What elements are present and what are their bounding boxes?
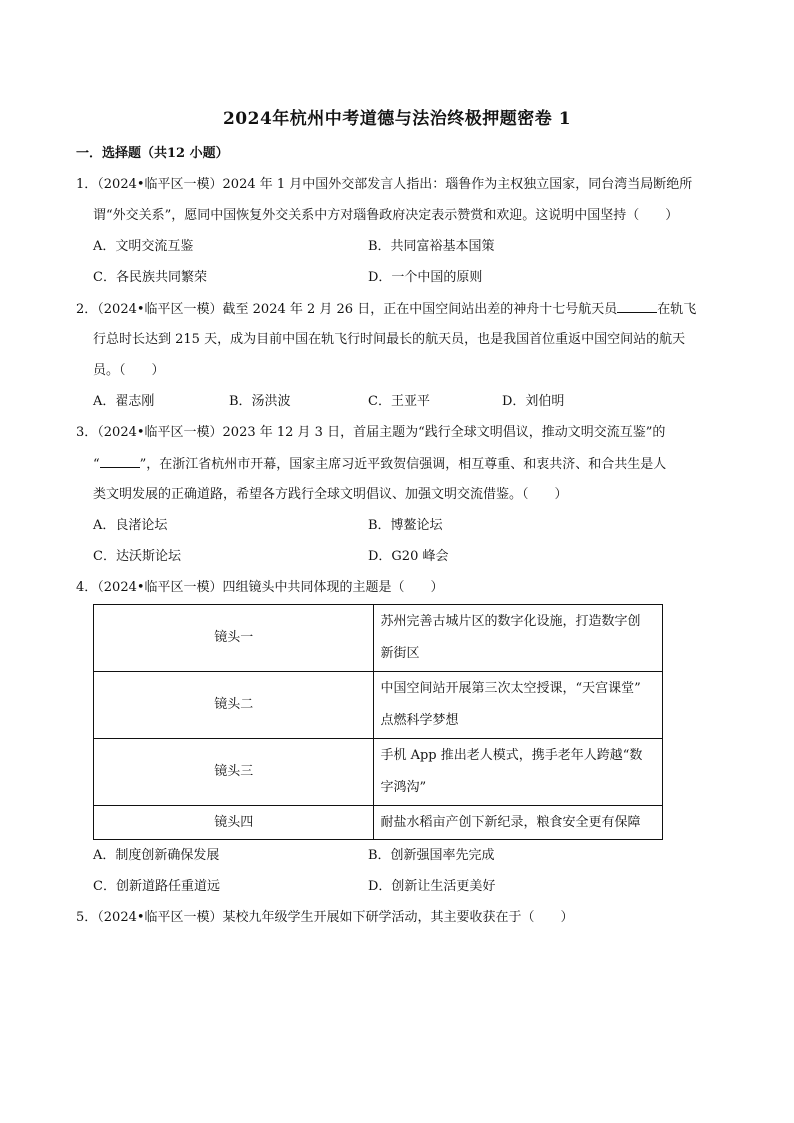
question-3-stem-end: 类文明发展的正确道路，希望各方践行全球文明倡议、加强文明交流借鉴。（ ）: [93, 487, 568, 502]
scene-text-line: 苏州完善古城片区的数字化设施，打造数字创: [380, 614, 641, 629]
q1-option-d: D．一个中国的原则: [368, 270, 483, 285]
q1-option-b: B．共同富裕基本国策: [368, 239, 495, 254]
q3-option-b: B．博鳌论坛: [368, 518, 443, 533]
q3-stem-part2: ”，在浙江省杭州市开幕，国家主席习近平致贺信强调，相互尊重、和衷共济、和合共生是人: [139, 457, 667, 472]
q4-option-a: A．制度创新确保发展: [93, 848, 220, 863]
question-2-stem: [76, 300, 696, 319]
table-row: [94, 672, 663, 739]
scene-text-line: 新街区: [380, 646, 420, 661]
scene-text-line: 中国空间站开展第三次太空授课，“天宫课堂”: [380, 681, 641, 696]
q2-option-c: C．王亚平: [368, 394, 430, 409]
scene-label: 镜头三: [94, 739, 374, 806]
table-row: [94, 739, 663, 806]
q1-option-a: A．文明交流互鉴: [93, 239, 194, 254]
q2-option-d: D．刘伯明: [502, 394, 565, 409]
q1-option-c: C．各民族共同繁荣: [93, 270, 207, 285]
question-1-stem-cont: 谓“外交关系”，愿同中国恢复外交关系中方对瑙鲁政府决定表示赞赏和欢迎。这说明中国坚持（ ）: [93, 208, 679, 223]
q4-option-d: D．创新让生活更美好: [368, 879, 496, 894]
scene-text-line: 点燃科学梦想: [380, 713, 459, 728]
q4-option-b: B．创新强国率先完成: [368, 848, 495, 863]
answer-blank: [617, 300, 657, 313]
scene-label: 镜头四: [94, 806, 374, 840]
q4-option-c: C．创新道路任重道远: [93, 879, 220, 894]
q2-stem-part2: 在轨飞: [657, 302, 697, 317]
q2-option-b: B．汤洪波: [229, 394, 291, 409]
q3-option-d: D．G20 峰会: [368, 549, 449, 564]
scene-description: [374, 672, 663, 739]
scene-description: [374, 806, 663, 840]
q3-open-quote: “: [93, 457, 100, 472]
scene-text-line: 手机 App 推出老人模式，携手老年人跨越“数: [380, 748, 643, 763]
scene-text-line: 字鸿沟”: [380, 780, 427, 795]
scene-text-line: 耐盐水稻亩产创下新纪录，粮食安全更有保障: [380, 814, 641, 830]
scene-description: [374, 605, 663, 672]
q3-option-a: A．良渚论坛: [93, 518, 168, 533]
question-2-stem-end: 员。（ ）: [93, 363, 165, 378]
section-heading: 一．选择题（共12 小题）: [76, 146, 229, 161]
table-row: [94, 806, 663, 840]
question-5-stem: 5．（2024•临平区一模）某校九年级学生开展如下研学活动，其主要收获在于（ ）: [76, 910, 574, 925]
question-4-stem: 4．（2024•临平区一模）四组镜头中共同体现的主题是（ ）: [76, 580, 444, 595]
page-title: 2024年杭州中考道德与法治终极押题密卷 1: [222, 109, 572, 129]
q2-stem-part1: 2．（2024•临平区一模）截至 2024 年 2 月 26 日，正在中国空间站出差的神舟十七号航天员: [76, 302, 618, 317]
question-1-stem: 1．（2024•临平区一模）2024 年 1 月中国外交部发言人指出：瑙鲁作为主权独立国家，同台湾当局断绝所: [76, 177, 693, 192]
q2-option-a: A．翟志刚: [93, 394, 155, 409]
answer-blank: [100, 455, 140, 468]
question-2-stem-cont: 行总时长达到 215 天，成为目前中国在轨飞行时间最长的航天员，也是我国首位重返中国空间站的航天: [93, 332, 686, 347]
scene-label: 镜头二: [94, 672, 374, 739]
table-row: [94, 605, 663, 672]
scenes-table: [93, 604, 663, 840]
scene-label: 镜头一: [94, 605, 374, 672]
question-3-stem-cont: [93, 455, 666, 474]
question-3-stem: 3．（2024•临平区一模）2023 年 12 月 3 日，首届主题为“践行全球文明倡议，推动文明交流互鉴”的: [76, 425, 666, 440]
q3-option-c: C．达沃斯论坛: [93, 549, 181, 564]
scene-description: [374, 739, 663, 806]
